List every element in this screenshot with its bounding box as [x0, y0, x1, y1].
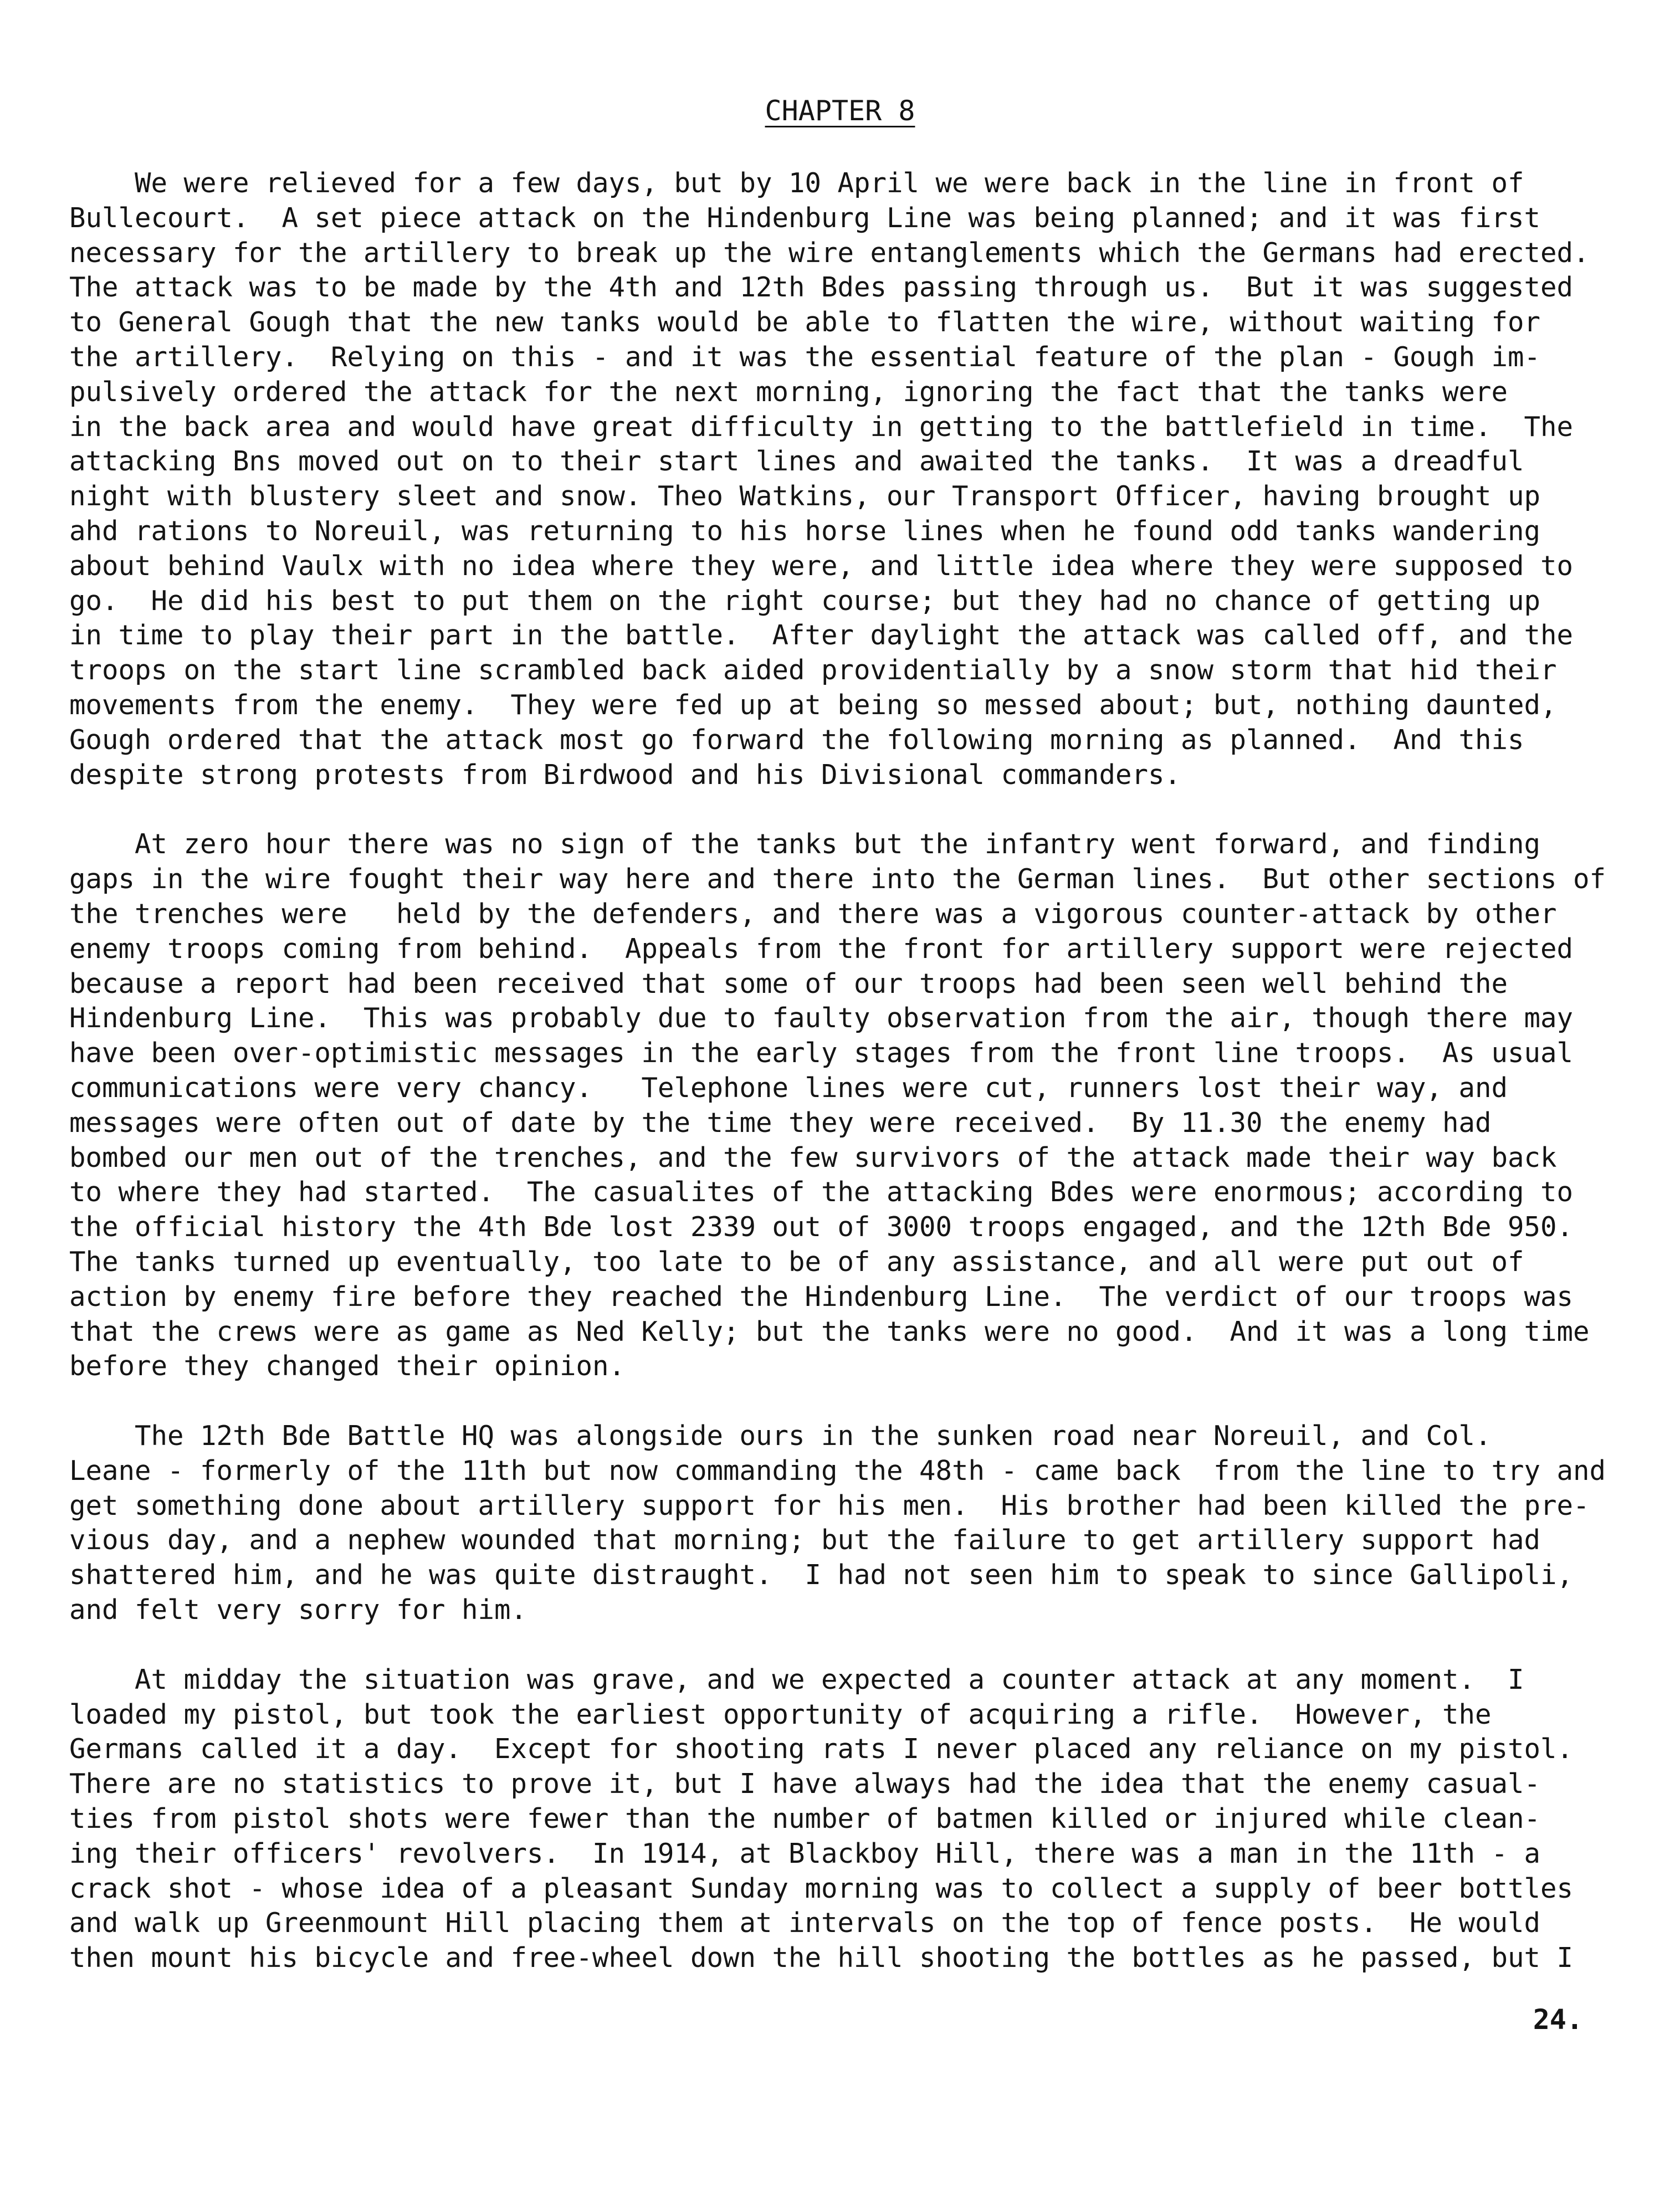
text-line: Gough ordered that the attack most go forward the following morning as planned. And this — [69, 724, 1524, 756]
text-line: the trenches were held by the defenders, and there was a vigorous counter-attack by other — [69, 898, 1557, 930]
page-number: 24. — [1533, 2004, 1583, 2036]
paragraph — [69, 166, 1599, 792]
text-line: The tanks turned up eventually, too late to be of any assistance, and all were put out of — [69, 1246, 1524, 1278]
text-line: to General Gough that the new tanks would be able to flatten the wire, without waiting for — [69, 306, 1541, 339]
text-line: vious day, and a nephew wounded that morning; but the failure to get artillery support had — [69, 1524, 1541, 1556]
text-line: Germans called it a day. Except for shooting rats I never placed any reliance on my pistol. — [69, 1733, 1574, 1765]
paragraph — [69, 1419, 1606, 1628]
text-line: Hindenburg Line. This was probably due to faulty observation from the air, though there may — [69, 1002, 1574, 1034]
text-line: messages were often out of date by the time they were received. By 11.30 the enemy had — [69, 1106, 1492, 1139]
text-line: that the crews were as game as Ned Kelly; but the tanks were no good. And it was a long time — [69, 1315, 1590, 1347]
text-line: action by enemy fire before they reached the Hindenburg Line. The verdict of our troops was — [69, 1280, 1574, 1313]
text-line: because a report had been received that some of our troops had been seen well behind the — [69, 967, 1508, 1000]
text-line: Bullecourt. A set piece attack on the Hindenburg Line was being planned; and it was first — [69, 202, 1541, 234]
text-line: troops on the start line scrambled back aided providentially by a snow storm that hid their — [69, 654, 1557, 686]
text-line: pulsively ordered the attack for the next morning, ignoring the fact that the tanks were — [69, 376, 1508, 408]
text-line: loaded my pistol, but took the earliest opportunity of acquiring a rifle. However, the — [69, 1698, 1492, 1730]
text-line: to where they had started. The casualites of the attacking Bdes were enormous; according to — [69, 1176, 1574, 1208]
text-line: despite strong protests from Birdwood and his Divisional commanders. — [69, 759, 1181, 791]
text-line: movements from the enemy. They were fed up at being so messed about; but, nothing daunted, — [69, 689, 1557, 721]
text-line: in time to play their part in the battle. After daylight the attack was called off, and the — [69, 619, 1574, 652]
text-line: The 12th Bde Battle HQ was alongside ours in the sunken road near Noreuil, and Col. — [69, 1420, 1492, 1452]
text-line: There are no statistics to prove it, but I have always had the idea that the enemy casual- — [69, 1768, 1541, 1800]
text-line: ing their officers' revolvers. In 1914, at Blackboy Hill, there was a man in the 11th - a — [69, 1837, 1541, 1869]
text-line: get something done about artillery support for his men. His brother had been killed the pre- — [69, 1489, 1590, 1521]
chapter-title-text: CHAPTER 8 — [765, 95, 915, 127]
paragraph — [69, 1663, 1599, 1976]
text-line: We were relieved for a few days, but by 10 April we were back in the line in front of — [69, 167, 1524, 199]
text-line: The attack was to be made by the 4th and 12th Bdes passing through us. But it was suggested — [69, 271, 1574, 304]
text-line: shattered him, and he was quite distraught. I had not seen him to speak to since Gallipoli, — [69, 1559, 1574, 1591]
text-line: then mount his bicycle and free-wheel down the hill shooting the bottles as he passed, but I — [69, 1942, 1574, 1974]
text-line: Leane - formerly of the 11th but now commanding the 48th - came back from the line to try and — [69, 1454, 1606, 1487]
text-line: in the back area and would have great difficulty in getting to the battlefield in time. The — [69, 411, 1574, 443]
chapter-title — [0, 91, 1680, 130]
text-line: necessary for the artillery to break up the wire entanglements which the Germans had erected. — [69, 237, 1590, 269]
text-line: before they changed their opinion. — [69, 1350, 626, 1382]
text-line: about behind Vaulx with no idea where they were, and little idea where they were supposed to — [69, 550, 1574, 582]
text-line: At midday the situation was grave, and we expected a counter attack at any moment. I — [69, 1663, 1524, 1695]
text-line: gaps in the wire fought their way here and there into the German lines. But other sections of — [69, 863, 1606, 895]
body-text — [69, 166, 1606, 2011]
text-line: bombed our men out of the trenches, and the few survivors of the attack made their way back — [69, 1141, 1557, 1174]
text-line: have been over-optimistic messages in the early stages from the front line troops. As usual — [69, 1037, 1574, 1069]
paragraph — [69, 827, 1606, 1384]
text-line: enemy troops coming from behind. Appeals from the front for artillery support were rejected — [69, 932, 1574, 965]
text-line: ties from pistol shots were fewer than the number of batmen killed or injured while clean- — [69, 1803, 1541, 1835]
text-line: At zero hour there was no sign of the tanks but the infantry went forward, and finding — [69, 828, 1541, 860]
text-line: the official history the 4th Bde lost 2339 out of 3000 troops engaged, and the 12th Bde 950. — [69, 1211, 1574, 1243]
text-line: the artillery. Relying on this - and it was the essential feature of the plan - Gough im- — [69, 341, 1541, 373]
text-line: go. He did his best to put them on the right course; but they had no chance of getting up — [69, 585, 1541, 617]
text-line: communications were very chancy. Telephone lines were cut, runners lost their way, and — [69, 1072, 1508, 1104]
text-line: and walk up Greenmount Hill placing them at intervals on the top of fence posts. He would — [69, 1907, 1541, 1939]
text-line: ahd rations to Noreuil, was returning to his horse lines when he found odd tanks wandering — [69, 515, 1541, 547]
text-line: and felt very sorry for him. — [69, 1594, 527, 1626]
text-line: night with blustery sleet and snow. Theo Watkins, our Transport Officer, having brought up — [69, 480, 1541, 513]
text-line: crack shot - whose idea of a pleasant Sunday morning was to collect a supply of beer bottles — [69, 1872, 1574, 1904]
text-line: attacking Bns moved out on to their start lines and awaited the tanks. It was a dreadful — [69, 445, 1524, 478]
